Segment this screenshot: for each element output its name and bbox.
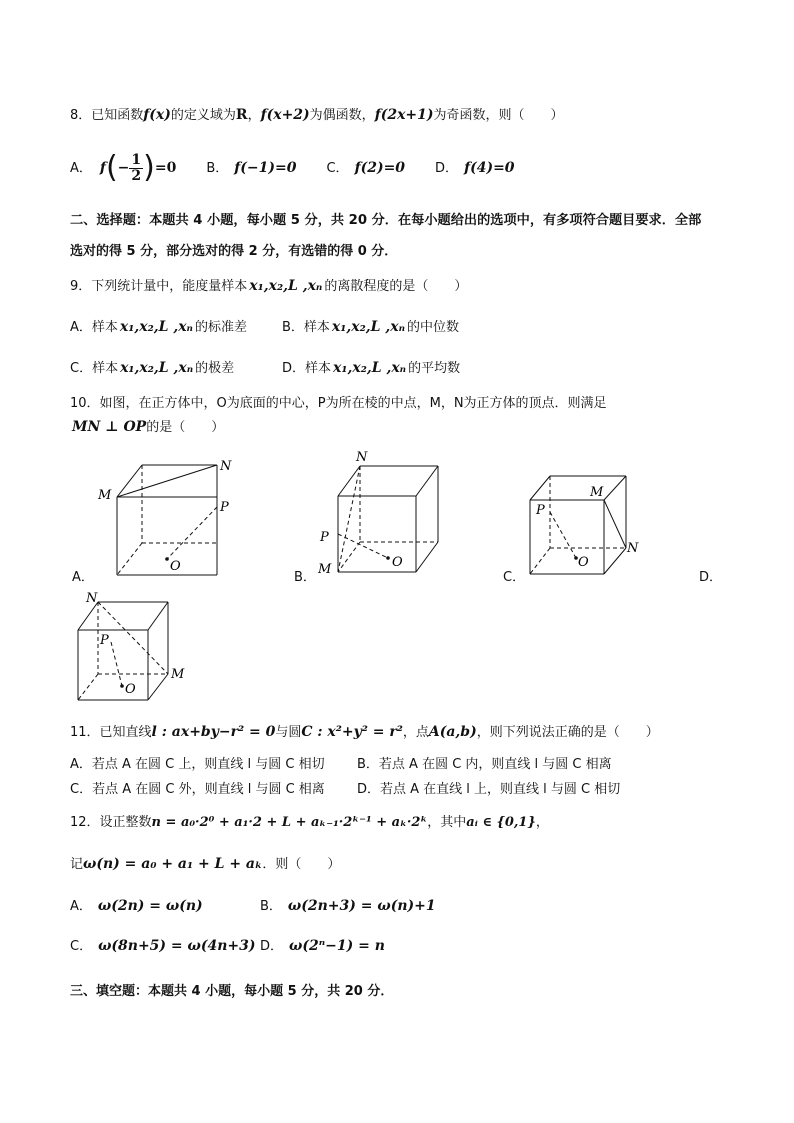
section2-heading-line2: 选对的得 5 分，部分选对的得 2 分，有选错的得 0 分． — [70, 244, 398, 259]
point-m-label: M — [318, 562, 332, 576]
cube-diagram-d — [74, 592, 204, 704]
q11-stem: 11．已知直线l : ax+by−r² = 0与圆C : x²+y² = r²，点A(a,b)，则下列说法正确的是（ ） — [70, 724, 659, 740]
section3-heading: 三、填空题：本题共 4 小题，每小题 5 分，共 20 分． — [70, 984, 394, 999]
point-m-label: M — [171, 667, 185, 682]
cube-diagram-c — [520, 468, 650, 578]
q9-option-a: A．样本 x₁,x₂,L ,xₙ 的标准差 — [70, 319, 247, 335]
q10-figure-b — [316, 448, 446, 580]
q9-stem: 9．下列统计量中，能度量样本 x₁,x₂,L ,xₙ 的离散程度的是（ ） — [70, 278, 468, 294]
q8-math-fx: f(x) — [143, 107, 171, 123]
q11-option-d: D．若点 A 在直线 l 上，则直线 l 与圆 C 相切 — [357, 782, 621, 797]
point-p-label: P — [220, 500, 229, 515]
q11-option-b: B．若点 A 在圆 C 内，则直线 l 与圆 C 相离 — [357, 757, 612, 772]
point-o-label: O — [125, 682, 136, 697]
point-o-label: O — [578, 555, 589, 570]
q10-figure-a — [90, 455, 250, 589]
q12-stem-line1: 12．设正整数n = a₀·2⁰ + a₁·2 + L + aₖ₋₁·2ᵏ⁻¹ + aₖ·2ᵏ，其中aᵢ ∈ {0,1}， — [70, 815, 549, 830]
q8-math-fx2: f(x+2) — [260, 107, 310, 123]
cube-diagram-b — [316, 448, 446, 576]
q8-math-R: R — [235, 107, 248, 123]
q10-label-a: A． — [72, 570, 94, 585]
q10-figure-d — [74, 592, 204, 708]
q11-option-a: A．若点 A 在圆 C 上，则直线 l 与圆 C 相切 — [70, 757, 325, 772]
q8-option-c: C． f(2)=0 — [326, 160, 406, 176]
cube-diagram-a — [90, 455, 250, 585]
q12-option-c: C． ω(8n+5) = ω(4n+3) — [70, 938, 256, 954]
q8-option-b: B． f(−1)=0 — [206, 160, 297, 176]
q9-option-b: B．样本 x₁,x₂,L ,xₙ 的中位数 — [282, 319, 459, 335]
point-n-label: N — [86, 592, 98, 606]
q8-option-d: D． f(4)=0 — [435, 160, 515, 176]
q12-option-a: A． ω(2n) = ω(n) — [70, 898, 203, 914]
q8-fraction: $\frac{1}{2}$ — [131, 151, 142, 184]
point-o-label: O — [392, 555, 403, 570]
point-n-label: N — [356, 450, 368, 465]
q12-option-d: D． ω(2ⁿ−1) = n — [260, 938, 385, 954]
q10-label-c: C． — [503, 570, 526, 585]
q12-option-b: B． ω(2n+3) = ω(n)+1 — [260, 898, 436, 914]
point-n-label: N — [627, 541, 639, 556]
q10-label-b: B． — [294, 570, 316, 585]
q10-label-d: D． — [699, 570, 723, 585]
q10-figure-c — [520, 468, 650, 582]
q10-stem-line2: MN ⊥ OP的是（ ） — [72, 419, 225, 435]
point-m-label: M — [98, 488, 112, 503]
point-p-label: P — [100, 633, 109, 648]
point-n-label: N — [220, 459, 232, 474]
q10-stem-line1: 10．如图，在正方体中，O为底面的中心，P为所在棱的中点，M，N为正方体的顶点．则满足 — [70, 396, 607, 411]
q8-stem: 8．已知函数f(x)的定义域为R，f(x+2)为偶函数，f(2x+1)为奇函数，则（ ） — [70, 107, 564, 123]
section2-heading-line1: 二、选择题：本题共 4 小题，每小题 5 分，共 20 分．在每小题给出的选项中，有多项符合题目要求．全部 — [70, 213, 702, 228]
q11-option-c: C．若点 A 在圆 C 外，则直线 l 与圆 C 相离 — [70, 782, 325, 797]
point-m-label: M — [590, 485, 604, 500]
q9-option-c: C．样本 x₁,x₂,L ,xₙ 的极差 — [70, 360, 235, 376]
q9-option-d: D．样本 x₁,x₂,L ,xₙ 的平均数 — [282, 360, 461, 376]
point-o-label: O — [170, 559, 181, 574]
q8-math-f2x1: f(2x+1) — [374, 107, 434, 123]
point-p-label: P — [536, 503, 545, 518]
q8-option-a: A． f ( − $\frac{1}{2}$ ) =0 — [70, 150, 177, 185]
q8-options — [70, 146, 515, 190]
point-p-label: P — [320, 530, 329, 545]
q12-stem-line2: 记ω(n) = a₀ + a₁ + L + aₖ．则（ ） — [70, 856, 341, 872]
